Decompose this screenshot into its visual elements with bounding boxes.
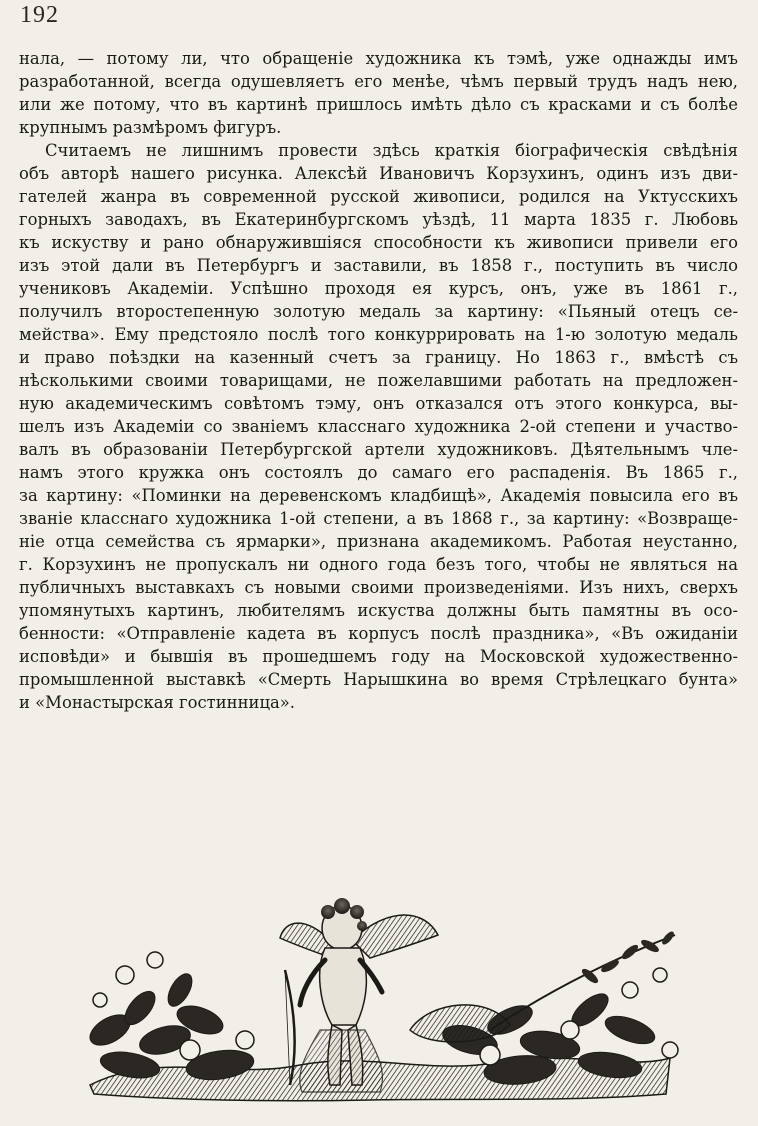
text-line: нѣсколькими своими товарищами, не пожелавшими работать на предложен- [19, 371, 738, 390]
text-line: публичныхъ выставкахъ съ новыми своими произведенiями. Изъ нихъ, сверхъ [19, 578, 738, 597]
article-text [19, 47, 738, 714]
text-line: г. Корзухинъ не пропускалъ ни одного года безъ того, чтобы не являться на [19, 555, 738, 574]
text-line: мейства». Ему предстояло послѣ того конкуррировать на 1-ю золотую медаль [19, 325, 738, 344]
text-line: шелъ изъ Академiи со званiемъ класснаго художника 2-ой степени и участво- [19, 417, 738, 436]
text-line: горныхъ заводахъ, въ Екатеринбургскомъ уѣздѣ, 11 марта 1835 г. Любовь [19, 210, 738, 229]
text-line: и право поѣздки на казенный счетъ за границу. Но 1863 г., вмѣстѣ съ [19, 348, 738, 367]
text-line: валъ въ образованiи Петербургской артели художниковъ. Дѣятельнымъ чле- [19, 440, 738, 459]
text-line: Считаемъ не лишнимъ провести здѣсь краткiя бiографическiя свѣдѣнiя [45, 141, 738, 160]
page-number: 192 [20, 2, 59, 28]
paragraph-biography [19, 139, 738, 714]
text-line: изъ этой дали въ Петербургъ и заставили, въ 1858 г., поступить въ число [19, 256, 738, 275]
text-line: къ искуству и рано обнаружившiяся способности къ живописи привели его [19, 233, 738, 252]
text-line: получилъ второстепенную золотую медаль за картину: «Пьяный отецъ се- [19, 302, 738, 321]
text-line: учениковъ Академiи. Успѣшно проходя ея курсъ, онъ, уже въ 1861 г., [19, 279, 738, 298]
text-line: промышленной выставкѣ «Смерть Нарышкина во время Стрѣлецкаго бунта» [19, 670, 738, 689]
text-line: исповѣди» и бывшiя въ прошедшемъ году на Московской художественно- [19, 647, 738, 666]
text-line: упомянутыхъ картинъ, любителямъ искуства должны быть памятны въ осо- [19, 601, 738, 620]
text-line: нiе отца семейства съ ярмарки», признана академикомъ. Работая неустанно, [19, 532, 738, 551]
text-line: или же потому, что въ картинѣ пришлось имѣть дѣло съ красками и съ болѣе [19, 95, 738, 114]
text-line: намъ этого кружка онъ состоялъ до самаго его распаденiя. Въ 1865 г., [19, 463, 738, 482]
cherub-floral-vignette-icon [70, 880, 690, 1110]
text-line: гателей жанра въ современной русской живописи, родился на Уктусскихъ [19, 187, 738, 206]
text-line: и «Монастырская гостинница». [19, 693, 295, 712]
paragraph-continuation [19, 47, 738, 139]
text-line: разработанной, всегда одушевляетъ его менѣе, чѣмъ первый трудъ надъ нею, [19, 72, 738, 91]
text-line: ную академическимъ совѣтомъ тэму, онъ отказался отъ этого конкурса, вы- [19, 394, 738, 413]
text-line: бенности: «Отправленiе кадета въ корпусъ послѣ праздника», «Въ ожиданiи [19, 624, 738, 643]
text-line: крупнымъ размѣромъ фигуръ. [19, 118, 282, 137]
text-line: нала, — потому ли, что обращенiе художника къ тэмѣ, уже однажды имъ [19, 49, 738, 68]
text-line: объ авторѣ нашего рисунка. Алексѣй Ивановичъ Корзухинъ, одинъ изъ дви- [19, 164, 738, 183]
text-line: званiе класснаго художника 1-ой степени, а въ 1868 г., за картину: «Возвраще- [19, 509, 738, 528]
text-line: за картину: «Поминки на деревенскомъ кладбищѣ», Академiя повысила его въ [19, 486, 738, 505]
